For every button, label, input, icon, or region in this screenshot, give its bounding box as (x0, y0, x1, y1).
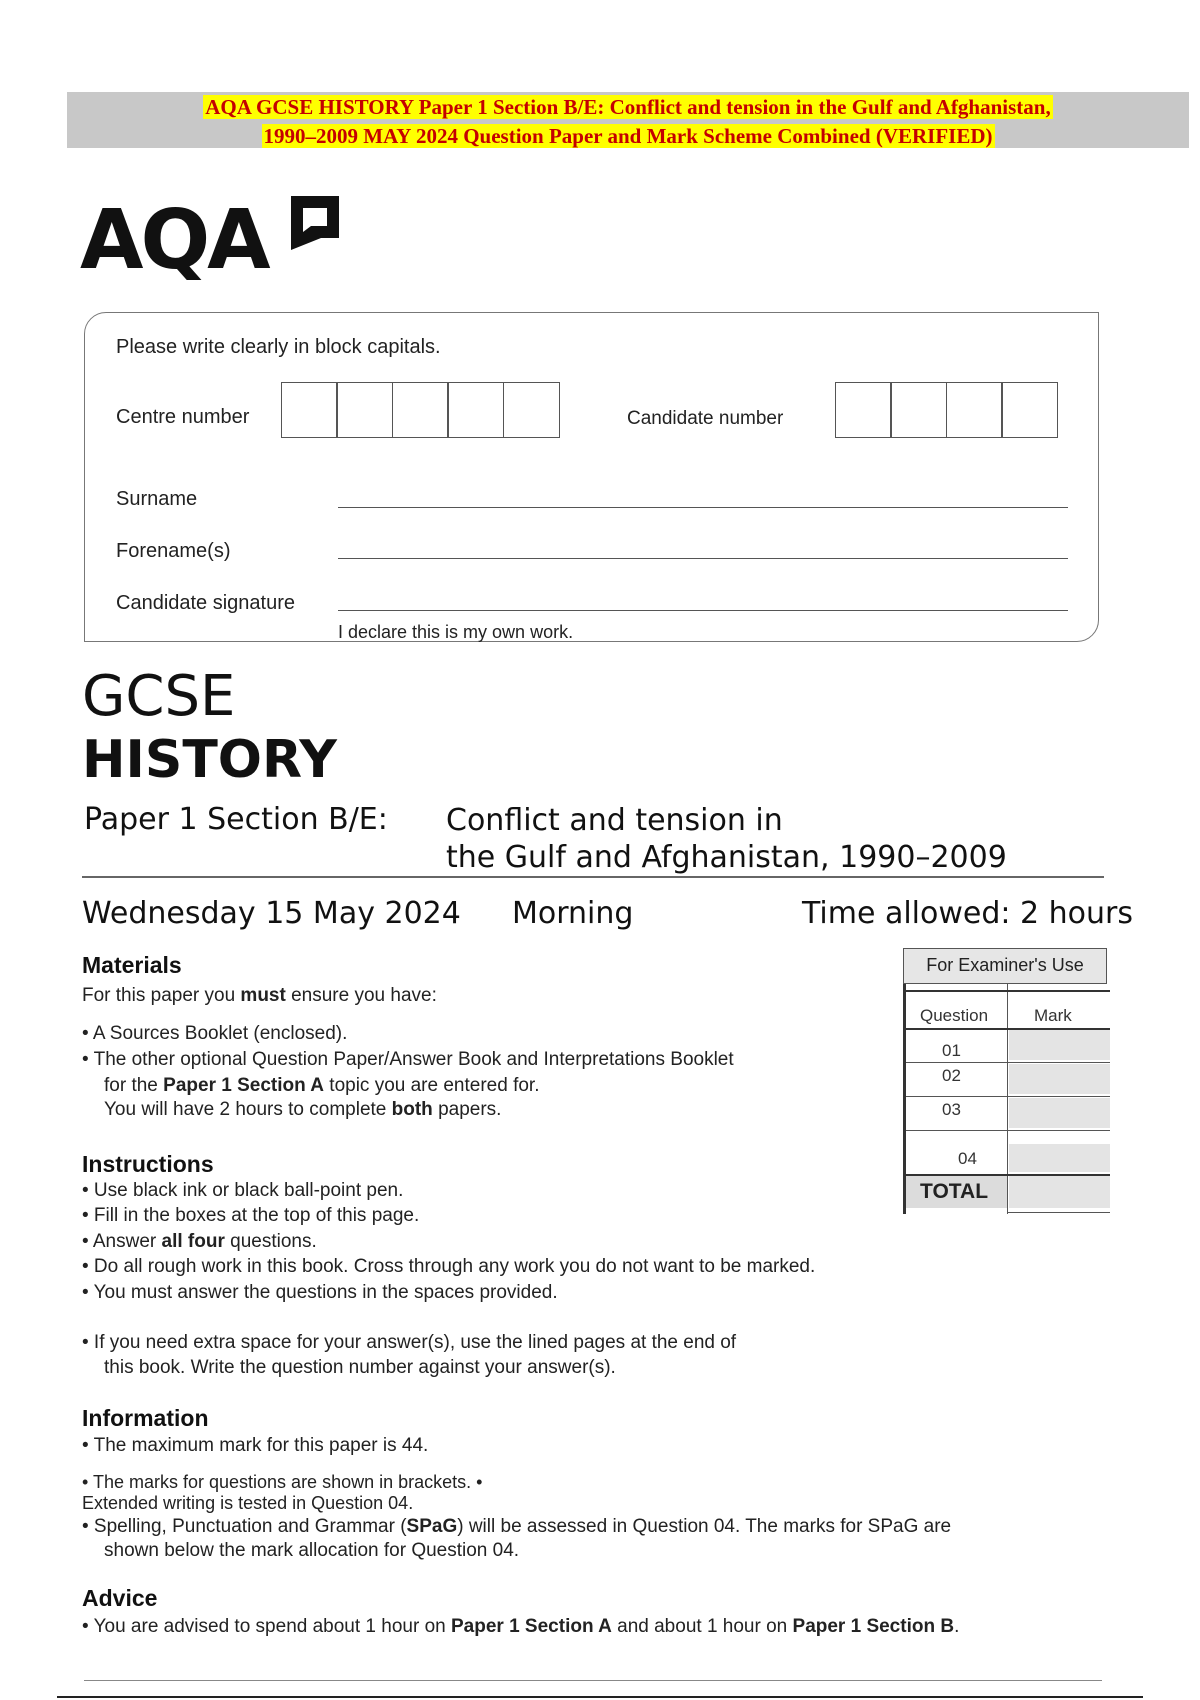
advice-text: . (954, 1616, 960, 1637)
instruction-emphasis: all four (161, 1231, 225, 1252)
exam-session: Morning (512, 896, 634, 931)
information-emphasis: SPaG (406, 1516, 458, 1537)
mark-cell-01[interactable] (1009, 1030, 1110, 1060)
instruction-item: • Fill in the boxes at the top of this page. (82, 1205, 420, 1226)
candidate-number-field[interactable] (836, 382, 1058, 438)
materials-text: You will have 2 hours to complete (104, 1099, 392, 1120)
candidate-number-cell[interactable] (946, 382, 1003, 438)
mark-cell-02[interactable] (1009, 1064, 1110, 1094)
forename-label: Forename(s) (116, 540, 231, 562)
instruction-item: • You must answer the questions in the spaces provided. (82, 1282, 558, 1303)
information-item: • The marks for questions are shown in brackets. • (82, 1472, 483, 1492)
page-bottom-rule (57, 1696, 1143, 1698)
instruction-item: • Do all rough work in this book. Cross through any work you do not want to be marked. (82, 1256, 816, 1277)
question-number-04: 04 (958, 1149, 977, 1168)
candidate-signature-label: Candidate signature (116, 592, 296, 614)
time-allowed: Time allowed: 2 hours (802, 896, 1134, 931)
advice-emphasis: Paper 1 Section B (792, 1616, 955, 1637)
centre-number-cell[interactable] (503, 382, 560, 438)
title-divider (82, 876, 1104, 878)
instruction-text: questions. (224, 1231, 317, 1252)
banner-line-1: AQA GCSE HISTORY Paper 1 Section B/E: Conflict and tension in the Gulf and Afghanistan, (205, 95, 1051, 119)
candidate-number-cell[interactable] (835, 382, 892, 438)
instruction-item: • Use black ink or black ball-point pen. (82, 1180, 404, 1201)
footer-rule (84, 1680, 1102, 1681)
information-heading: Information (82, 1405, 209, 1431)
table-rule (906, 1096, 1110, 1097)
information-item-cont: Extended writing is tested in Question 04. (82, 1493, 414, 1513)
surname-label: Surname (116, 488, 198, 510)
candidate-number-label: Candidate number (627, 408, 784, 429)
aqa-logo: AQA (80, 193, 268, 288)
materials-intro-text: For this paper you (82, 985, 241, 1006)
instructions-heading: Instructions (82, 1151, 214, 1177)
title-banner (67, 93, 1189, 151)
instruction-item-cont: this book. Write the question number against your answer(s). (104, 1357, 616, 1378)
subject-title: HISTORY (82, 730, 337, 790)
information-text: • Spelling, Punctuation and Grammar ( (82, 1516, 407, 1537)
topic-title (446, 802, 1007, 876)
information-text: ) will be assessed in Question 04. The marks for SPaG are (457, 1516, 952, 1537)
advice-text: • You are advised to spend about 1 hour on (82, 1616, 451, 1637)
aqa-logo-mark-icon (285, 192, 343, 250)
table-rule (1007, 1212, 1110, 1213)
table-rule (906, 1062, 1110, 1063)
column-divider (1007, 984, 1008, 1214)
topic-line-2: the Gulf and Afghanistan, 1990–2009 (446, 840, 1007, 875)
instruction-text: • Answer (82, 1231, 162, 1252)
materials-item-other-paper-cont (104, 1073, 539, 1098)
mark-column-header: Mark (1034, 1006, 1072, 1025)
question-column-header: Question (920, 1006, 989, 1025)
candidate-number-cell[interactable] (890, 382, 947, 438)
table-rule (906, 990, 1110, 992)
question-number-01: 01 (942, 1041, 961, 1060)
question-number-02: 02 (942, 1066, 961, 1085)
advice-emphasis: Paper 1 Section A (451, 1616, 612, 1637)
information-item: • The maximum mark for this paper is 44. (82, 1435, 429, 1456)
instruction-item (82, 1229, 317, 1254)
materials-intro-text-end: ensure you have: (285, 985, 437, 1006)
candidate-number-cell[interactable] (1001, 382, 1058, 438)
centre-number-cell[interactable] (281, 382, 338, 438)
total-mark-cell[interactable] (1009, 1176, 1110, 1208)
information-item (82, 1514, 951, 1539)
centre-number-field[interactable] (282, 382, 560, 438)
instruction-item: • If you need extra space for your answer(s), use the lined pages at the end of (82, 1332, 737, 1353)
declaration-text: I declare this is my own work. (338, 622, 574, 642)
question-number-03: 03 (942, 1100, 961, 1119)
centre-number-label: Centre number (116, 406, 250, 428)
materials-intro (82, 983, 437, 1008)
candidate-signature-field[interactable] (338, 610, 1068, 611)
centre-number-cell[interactable] (392, 382, 449, 438)
topic-line-1: Conflict and tension in (446, 803, 783, 838)
materials-emphasis: Paper 1 Section A (163, 1075, 325, 1096)
surname-field[interactable] (338, 507, 1068, 508)
materials-heading: Materials (82, 952, 182, 978)
banner-line-2: 1990–2009 MAY 2024 Question Paper and Mark Scheme Combined (VERIFIED) (263, 124, 993, 148)
materials-text: for the (104, 1075, 164, 1096)
advice-text: and about 1 hour on (611, 1616, 793, 1637)
materials-text: papers. (432, 1099, 502, 1120)
paper-label: Paper 1 Section B/E: (84, 802, 388, 837)
materials-item-other-paper: • The other optional Question Paper/Answer Book and Interpretations Booklet (82, 1049, 734, 1070)
materials-text: topic you are entered for. (324, 1075, 540, 1096)
qualification-title: GCSE (82, 664, 236, 729)
advice-heading: Advice (82, 1585, 158, 1611)
materials-time-note (104, 1097, 501, 1122)
forename-field[interactable] (338, 558, 1068, 559)
information-item-cont: shown below the mark allocation for Question 04. (104, 1540, 520, 1561)
table-rule (906, 1130, 1110, 1131)
examiners-use-grid (903, 984, 1107, 1214)
centre-number-cell[interactable] (336, 382, 393, 438)
examiners-use-heading: For Examiner's Use (903, 948, 1107, 984)
materials-intro-emphasis: must (240, 985, 286, 1006)
advice-item (82, 1614, 959, 1639)
materials-emphasis: both (391, 1099, 433, 1120)
mark-cell-03[interactable] (1009, 1098, 1110, 1128)
centre-number-cell[interactable] (447, 382, 504, 438)
exam-date: Wednesday 15 May 2024 (82, 896, 461, 931)
total-label: TOTAL (920, 1180, 989, 1203)
block-capitals-instruction: Please write clearly in block capitals. (116, 336, 441, 358)
materials-item-sources: • A Sources Booklet (enclosed). (82, 1023, 348, 1044)
mark-cell-04[interactable] (1009, 1144, 1110, 1172)
examiners-use-table (903, 948, 1107, 1214)
